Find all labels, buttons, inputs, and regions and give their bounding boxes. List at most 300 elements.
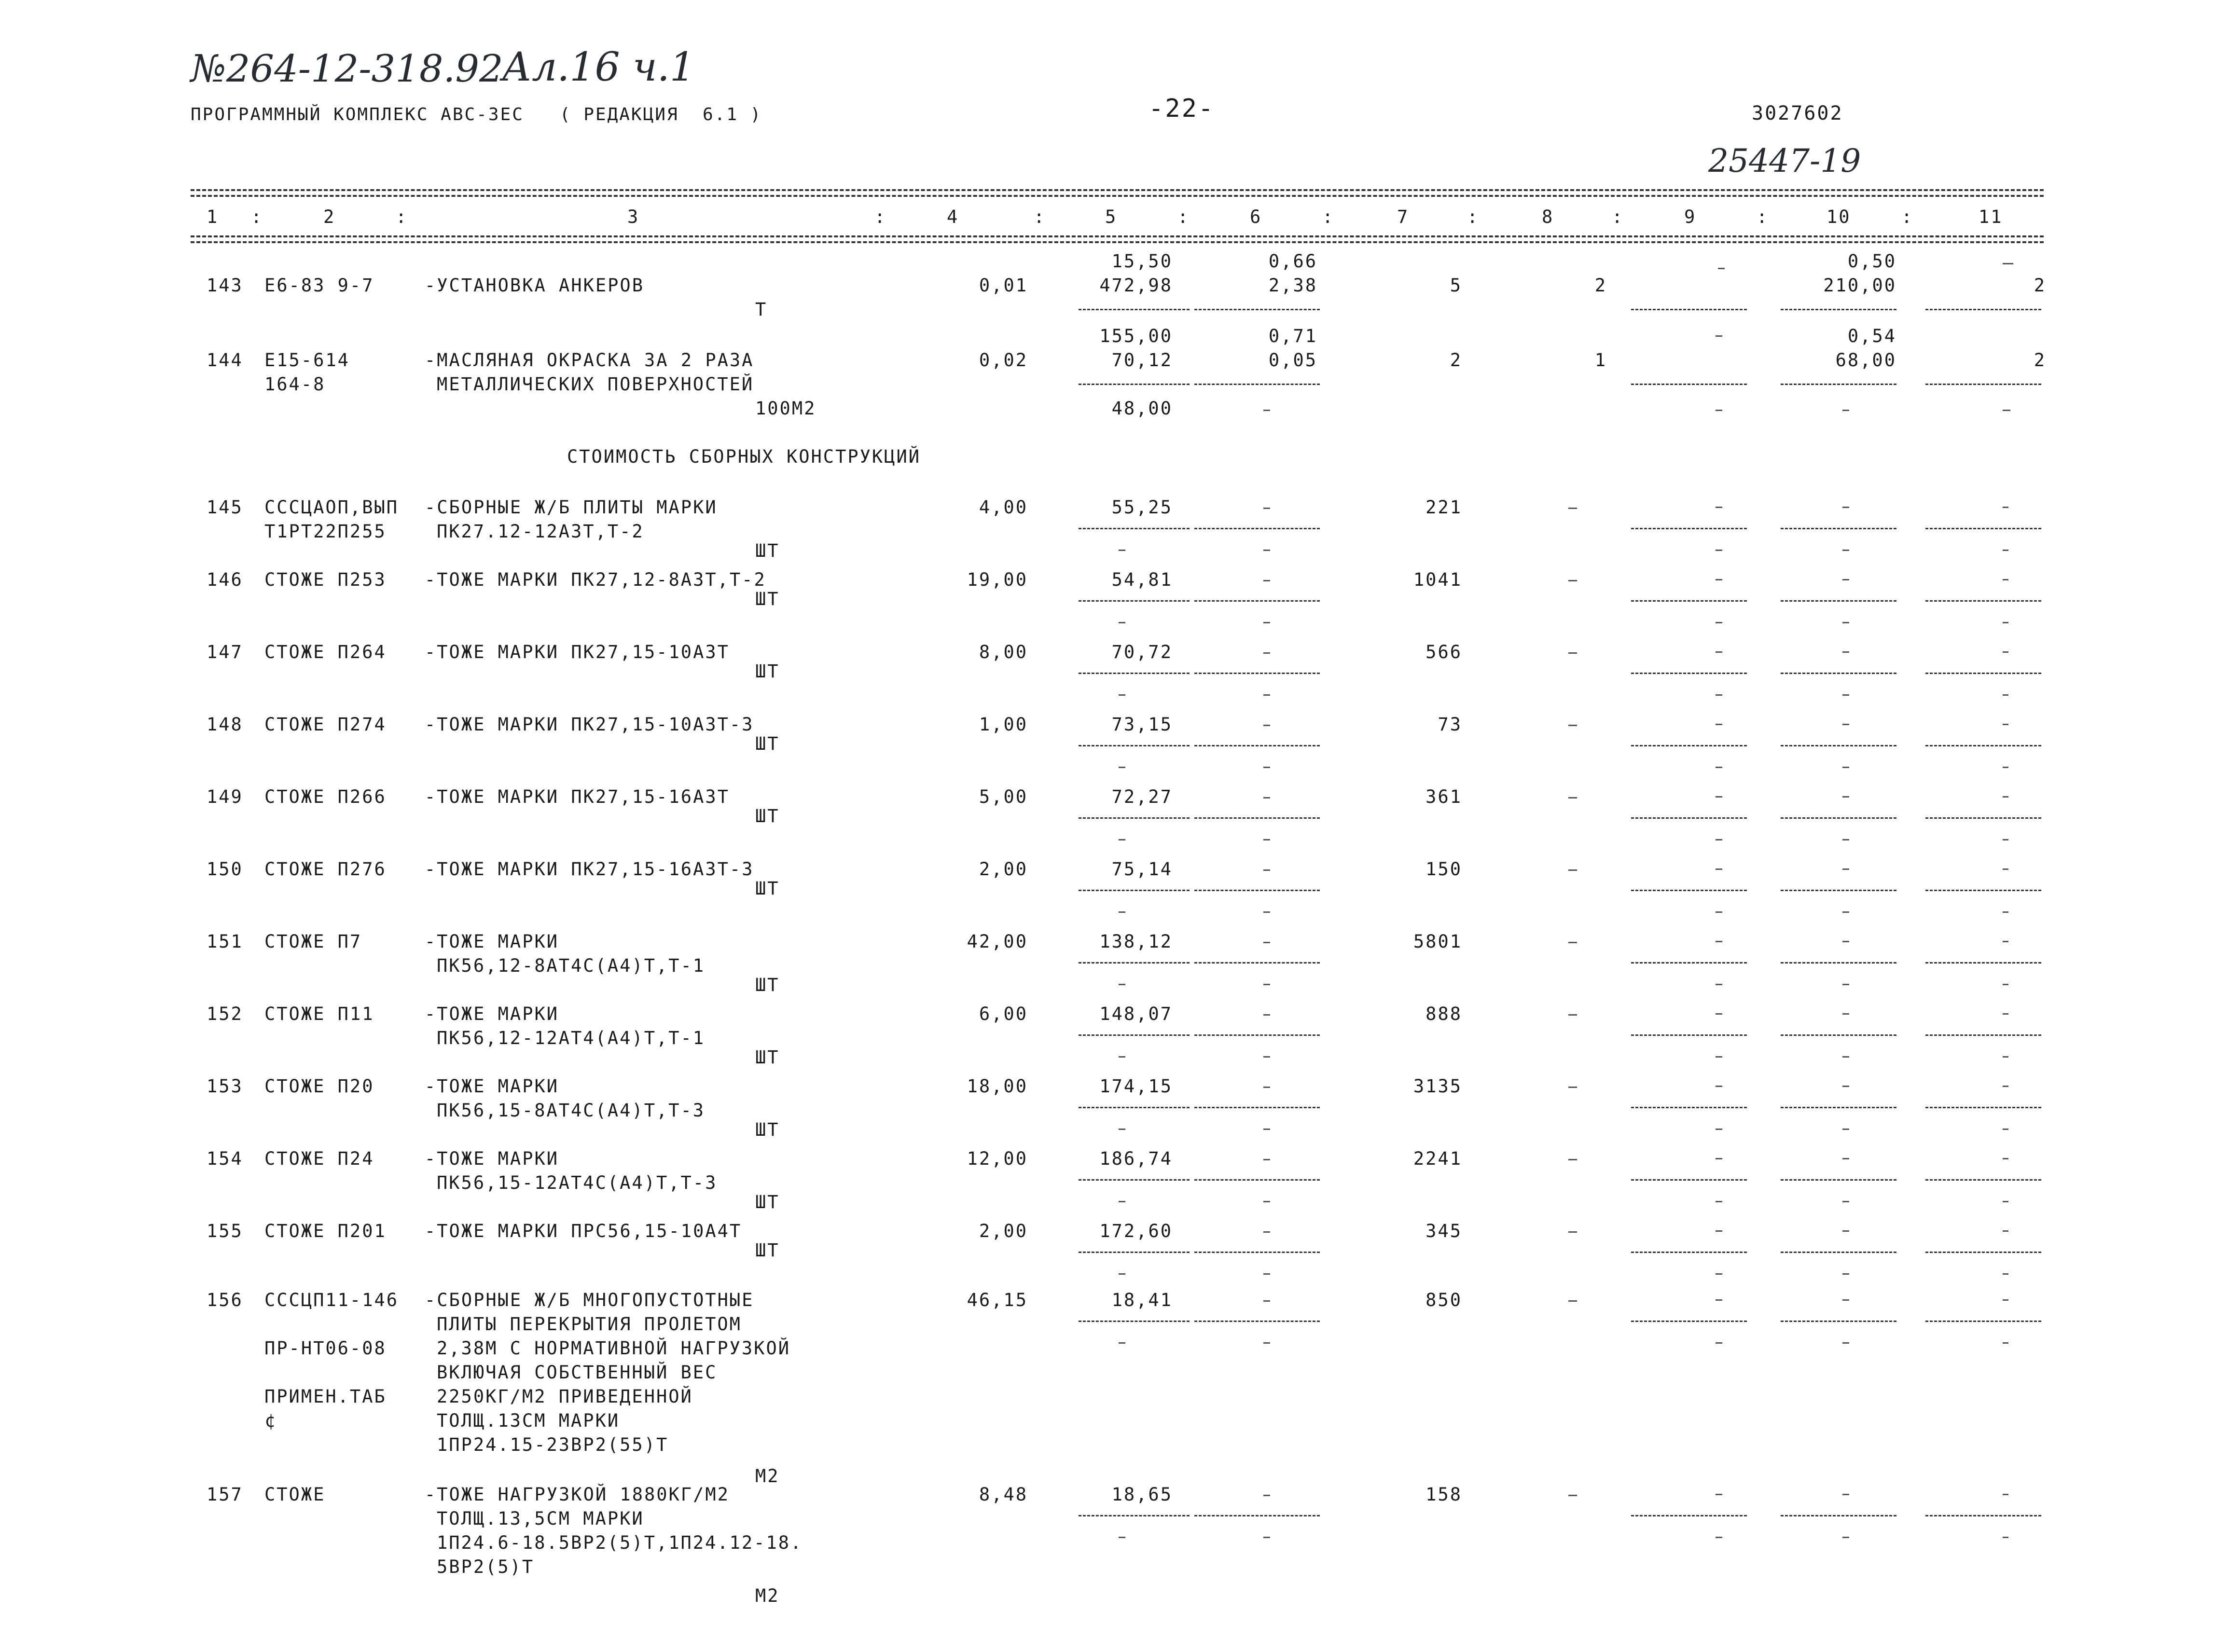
col-sep: :: [1467, 206, 1480, 227]
row-unit: ШТ: [755, 540, 780, 561]
col10-rule: [1781, 384, 1896, 385]
col5-value: 138,12: [1099, 931, 1173, 952]
col5-rule: [1079, 1179, 1190, 1181]
col10-top: 0,54: [1847, 326, 1896, 346]
dash-mark: [1263, 652, 1270, 654]
col-header-6: 6: [1250, 206, 1262, 227]
col7-value: 73: [1438, 714, 1462, 735]
dash-mark: [2003, 579, 2008, 580]
row-code: ¢: [264, 1410, 277, 1431]
dash-mark: [1716, 651, 1722, 653]
col5-rule: [1079, 817, 1190, 819]
col7-value: 345: [1425, 1221, 1462, 1241]
row-code: СТОЖЕ П264: [264, 642, 387, 662]
col9-rule: [1631, 384, 1747, 385]
dash-mark: [1842, 724, 1849, 725]
row-description: ПК56,12-12АТ4(А4)Т,Т-1: [437, 1028, 706, 1048]
col10-rule: [1781, 817, 1896, 819]
dash-mark: [1716, 1158, 1722, 1159]
dash-mark: [1842, 1013, 1849, 1015]
table-top-rule: [191, 189, 2044, 191]
dash-mark: [1119, 839, 1125, 840]
col9-rule: [1631, 1252, 1747, 1253]
dash-mark: [1263, 694, 1270, 696]
col11-rule: [1925, 673, 2041, 674]
dash-mark: [1119, 694, 1125, 696]
col10-rule: [1781, 1034, 1896, 1036]
dash-mark: [2003, 1158, 2008, 1159]
row-description: -ТОЖЕ МАРКИ: [425, 1004, 559, 1024]
dash-mark: [1119, 550, 1125, 551]
row-number: 156: [207, 1290, 243, 1310]
dash-mark: [1716, 1201, 1722, 1202]
row-code: ПРИМЕН.ТАБ: [264, 1386, 387, 1407]
dash-mark: [1842, 1537, 1849, 1538]
col5-value: 174,15: [1099, 1076, 1173, 1097]
dash-mark: [2003, 941, 2008, 942]
dash-mark: [2003, 767, 2008, 768]
dash-mark: [2003, 984, 2008, 985]
row-unit: М2: [755, 1585, 780, 1606]
row-description: 5ВР2(5)Т: [437, 1556, 535, 1577]
col11-rule: [1925, 600, 2041, 602]
dash-mark: [2003, 263, 2013, 264]
dash-mark: [1716, 1494, 1722, 1495]
col9-rule: [1631, 528, 1747, 529]
dash-mark: [2003, 550, 2008, 551]
dash-mark: [1263, 1056, 1270, 1058]
dash-mark: [2003, 1056, 2008, 1058]
col7-value: 158: [1425, 1484, 1462, 1505]
col10-rule: [1781, 673, 1896, 674]
col5-rule: [1079, 673, 1190, 674]
row-description: -МАСЛЯНАЯ ОКРАСКА ЗА 2 РАЗА: [425, 350, 754, 371]
row-description: 1П24.6-18.5ВР2(5)Т,1П24.12-18.: [437, 1532, 803, 1553]
dash-mark: [1716, 1230, 1722, 1232]
dash-mark: [1568, 580, 1577, 581]
row-description: ПК27.12-12А3Т,Т-2: [437, 521, 644, 542]
dash-mark: [1119, 1129, 1125, 1130]
row-code: СТОЖЕ П274: [264, 714, 387, 735]
row-number: 148: [207, 714, 243, 735]
dash-mark: [2003, 796, 2008, 798]
table-header-rule-2: [191, 241, 2044, 243]
dash-mark: [1263, 508, 1270, 509]
dash-mark: [2003, 507, 2008, 508]
col6-rule: [1194, 309, 1320, 310]
dash-mark: [1119, 1342, 1125, 1344]
col5-value: 54,81: [1111, 569, 1173, 590]
dash-mark: [1718, 268, 1725, 269]
col9-rule: [1631, 962, 1747, 964]
col6-top: 0,71: [1268, 326, 1317, 346]
row-code: СТОЖЕ П201: [264, 1221, 387, 1241]
dash-mark: [1716, 507, 1722, 508]
col6-mid: 0,05: [1268, 350, 1317, 371]
col5-rule: [1079, 528, 1190, 529]
row-description: -ТОЖЕ МАРКИ: [425, 1076, 559, 1097]
dash-mark: [1716, 724, 1722, 725]
row-quantity: 8,00: [979, 642, 1028, 662]
row-description: -ТОЖЕ МАРКИ ПК27,15-10А3Т-3: [425, 714, 754, 735]
col6-rule: [1194, 1179, 1320, 1181]
col7-value: 221: [1425, 497, 1462, 518]
dash-mark: [2003, 839, 2008, 840]
dash-mark: [2003, 1494, 2008, 1495]
dash-mark: [1263, 1129, 1270, 1130]
row-code: СТОЖЕ П20: [264, 1076, 374, 1097]
col5-value: 172,60: [1099, 1221, 1173, 1241]
dash-mark: [1263, 942, 1270, 943]
dash-mark: [1842, 550, 1849, 551]
dash-mark: [1119, 1273, 1125, 1275]
dash-mark: [1716, 1086, 1722, 1087]
col10-rule: [1781, 1252, 1896, 1253]
dash-mark: [1263, 1300, 1270, 1302]
row-description: -УСТАНОВКА АНКЕРОВ: [425, 275, 644, 296]
row-number: 144: [207, 350, 243, 371]
col11-value: 2: [2034, 275, 2046, 296]
col7-value: 2241: [1413, 1148, 1462, 1169]
dash-mark: [2003, 1129, 2008, 1130]
row-quantity: 6,00: [979, 1004, 1028, 1024]
col7-value: 150: [1425, 859, 1462, 880]
col10-mid: 68,00: [1835, 350, 1896, 371]
dash-mark: [1568, 1159, 1577, 1160]
col11-rule: [1925, 745, 2041, 746]
dash-mark: [1716, 622, 1722, 623]
dash-mark: [1119, 1201, 1125, 1202]
row-code: СТОЖЕ П266: [264, 786, 387, 807]
col10-rule: [1781, 1321, 1896, 1322]
row-code: СТОЖЕ П7: [264, 931, 362, 952]
dash-mark: [1716, 839, 1722, 840]
dash-mark: [1263, 410, 1270, 411]
col-header-5: 5: [1105, 206, 1118, 227]
handwritten-album: Ал.16 ч.1: [502, 44, 695, 90]
col7-value: 5: [1450, 275, 1462, 296]
row-description: ВКЛЮЧАЯ СОБСТВЕННЫЙ ВЕС: [437, 1362, 718, 1383]
dash-mark: [1568, 1495, 1577, 1496]
row-unit: ШТ: [755, 806, 780, 826]
row-number: 149: [207, 786, 243, 807]
col5-rule: [1079, 890, 1190, 891]
dash-mark: [2003, 694, 2008, 696]
dash-mark: [1119, 622, 1125, 623]
col6-rule: [1194, 1107, 1320, 1108]
col5-rule: [1079, 1515, 1190, 1516]
page-number: -22-: [1149, 94, 1215, 123]
row-number: 147: [207, 642, 243, 662]
dash-mark: [1842, 941, 1849, 942]
col6-rule: [1194, 1252, 1320, 1253]
row-quantity: 5,00: [979, 786, 1028, 807]
col5-value: 75,14: [1111, 859, 1173, 880]
col11-rule: [1925, 309, 2041, 310]
col7-value: 5801: [1413, 931, 1462, 952]
dash-mark: [1568, 1300, 1577, 1302]
dash-mark: [1842, 1299, 1849, 1301]
dash-mark: [1716, 1129, 1722, 1130]
col7-value: 1041: [1413, 569, 1462, 590]
col-sep: :: [1901, 206, 1914, 227]
col5-rule: [1079, 1107, 1190, 1108]
row-quantity: 19,00: [967, 569, 1028, 590]
row-quantity: 2,00: [979, 1221, 1028, 1241]
col7-value: 3135: [1413, 1076, 1462, 1097]
dash-mark: [1568, 942, 1577, 943]
dash-mark: [1842, 839, 1849, 840]
col5-bottom: 48,00: [1111, 398, 1173, 419]
col11-rule: [1925, 1179, 2041, 1181]
dash-mark: [1842, 1273, 1849, 1275]
dash-mark: [1119, 767, 1125, 768]
dash-mark: [1263, 580, 1270, 581]
row-unit: ШТ: [755, 1047, 780, 1068]
dash-mark: [1568, 508, 1577, 509]
dash-mark: [1842, 1086, 1849, 1087]
col10-rule: [1781, 1515, 1896, 1516]
row-code: 164-8: [264, 374, 326, 395]
col-sep: :: [1034, 206, 1046, 227]
row-quantity: 42,00: [967, 931, 1028, 952]
col5-mid: 70,12: [1111, 350, 1173, 371]
row-description: -СБОРНЫЕ Ж/Б ПЛИТЫ МАРКИ: [425, 497, 718, 518]
col7-value: 361: [1425, 786, 1462, 807]
col5-rule: [1079, 600, 1190, 602]
row-description: ТОЛЩ.13СМ МАРКИ: [437, 1410, 620, 1431]
col11-rule: [1925, 890, 2041, 891]
col5-rule: [1079, 1252, 1190, 1253]
row-unit: ШТ: [755, 589, 780, 609]
row-code: СССЦП11-146: [264, 1290, 399, 1310]
col9-rule: [1631, 745, 1747, 746]
row-number: 146: [207, 569, 243, 590]
dash-mark: [1263, 911, 1270, 913]
dash-mark: [1842, 911, 1849, 913]
row-number: 153: [207, 1076, 243, 1097]
row-code: СТОЖЕ П276: [264, 859, 387, 880]
dash-mark: [1842, 796, 1849, 798]
row-quantity: 4,00: [979, 497, 1028, 518]
col-sep: :: [1322, 206, 1335, 227]
dash-mark: [1568, 869, 1577, 871]
col5-value: 72,27: [1111, 786, 1173, 807]
col-sep: :: [1757, 206, 1769, 227]
row-unit: М2: [755, 1466, 780, 1487]
row-description: -ТОЖЕ НАГРУЗКОЙ 1880КГ/М2: [425, 1484, 730, 1505]
dash-mark: [1568, 797, 1577, 798]
col7-value: 888: [1425, 1004, 1462, 1024]
col6-rule: [1194, 1515, 1320, 1516]
dash-mark: [1842, 1129, 1849, 1130]
dash-mark: [1716, 941, 1722, 942]
row-quantity: 1,00: [979, 714, 1028, 735]
row-quantity: 12,00: [967, 1148, 1028, 1169]
dash-mark: [1263, 1014, 1270, 1016]
dash-mark: [2003, 651, 2008, 653]
dash-mark: [1716, 796, 1722, 798]
row-code: Е15-614: [264, 350, 350, 371]
handwritten-number: 25447-19: [1708, 142, 1861, 179]
dash-mark: [1263, 1087, 1270, 1088]
dash-mark: [1716, 1299, 1722, 1301]
row-number: 150: [207, 859, 243, 880]
row-number: 155: [207, 1221, 243, 1241]
col9-rule: [1631, 817, 1747, 819]
col6-mid: 2,38: [1268, 275, 1317, 296]
dash-mark: [1842, 1494, 1849, 1495]
row-unit: ШТ: [755, 975, 780, 995]
row-unit: ШТ: [755, 661, 780, 682]
col9-rule: [1631, 1179, 1747, 1181]
row-description: ПК56,12-8АТ4С(А4)Т,Т-1: [437, 955, 706, 976]
dash-mark: [1716, 984, 1722, 985]
col7-value: 2: [1450, 350, 1462, 371]
dash-mark: [1716, 767, 1722, 768]
col6-rule: [1194, 673, 1320, 674]
col11-value: 2: [2034, 350, 2046, 371]
dash-mark: [2003, 724, 2008, 725]
dash-mark: [1716, 694, 1722, 696]
dash-mark: [2003, 410, 2010, 411]
dash-mark: [1716, 868, 1722, 870]
col5-value: 70,72: [1111, 642, 1173, 662]
row-number: 154: [207, 1148, 243, 1169]
dash-mark: [2003, 868, 2008, 870]
col11-rule: [1925, 1321, 2041, 1322]
col5-rule: [1079, 384, 1190, 385]
col6-rule: [1194, 890, 1320, 891]
dash-mark: [1716, 1013, 1722, 1015]
col-header-11: 11: [1979, 206, 2003, 227]
col11-rule: [1925, 1252, 2041, 1253]
dash-mark: [1263, 725, 1270, 726]
col6-rule: [1194, 1034, 1320, 1036]
dash-mark: [1119, 1537, 1125, 1538]
col-sep: :: [874, 206, 887, 227]
dash-mark: [1842, 868, 1849, 870]
col10-rule: [1781, 1179, 1896, 1181]
row-quantity: 46,15: [967, 1290, 1028, 1310]
table-header-rule: [191, 235, 2044, 237]
col5-rule: [1079, 962, 1190, 964]
col9-rule: [1631, 673, 1747, 674]
col9-rule: [1631, 1034, 1747, 1036]
row-quantity: 8,48: [979, 1484, 1028, 1505]
dash-mark: [1716, 550, 1722, 551]
col5-value: 55,25: [1111, 497, 1173, 518]
row-description: ПЛИТЫ ПЕРЕКРЫТИЯ ПРОЛЕТОМ: [437, 1314, 742, 1335]
col5-value: 186,74: [1099, 1148, 1173, 1169]
row-quantity: 0,02: [979, 350, 1028, 371]
col5-rule: [1079, 1034, 1190, 1036]
col-header-8: 8: [1542, 206, 1554, 227]
col11-rule: [1925, 962, 2041, 964]
dash-mark: [1716, 1342, 1722, 1344]
row-unit: 100М2: [755, 398, 816, 419]
col9-rule: [1631, 600, 1747, 602]
row-code: СТОЖЕ: [264, 1484, 326, 1505]
dash-mark: [1568, 1087, 1577, 1088]
dash-mark: [1842, 767, 1849, 768]
col6-rule: [1194, 600, 1320, 602]
dash-mark: [2003, 1086, 2008, 1087]
dash-mark: [1716, 1273, 1722, 1275]
dash-mark: [1842, 1342, 1849, 1344]
dash-mark: [1842, 1158, 1849, 1159]
dash-mark: [1716, 1537, 1722, 1538]
col6-top: 0,66: [1268, 251, 1317, 272]
col-header-1: 1: [207, 206, 219, 227]
col-header-7: 7: [1397, 206, 1410, 227]
row-number: 145: [207, 497, 243, 518]
col9-rule: [1631, 1321, 1747, 1322]
dash-mark: [1842, 507, 1849, 508]
row-unit: ШТ: [755, 1240, 780, 1261]
dash-mark: [1263, 1159, 1270, 1160]
dash-mark: [1842, 1056, 1849, 1058]
dash-mark: [1568, 1014, 1577, 1016]
dash-mark: [1716, 335, 1722, 337]
col10-rule: [1781, 528, 1896, 529]
row-unit: ШТ: [755, 878, 780, 899]
col11-rule: [1925, 528, 2041, 529]
col5-value: 73,15: [1111, 714, 1173, 735]
row-number: 151: [207, 931, 243, 952]
dash-mark: [1842, 410, 1849, 411]
dash-mark: [1568, 725, 1577, 726]
col6-rule: [1194, 962, 1320, 964]
col-header-4: 4: [947, 206, 959, 227]
row-unit: Т: [755, 299, 768, 320]
col-sep: :: [251, 206, 263, 227]
dash-mark: [2003, 622, 2008, 623]
dash-mark: [1842, 1230, 1849, 1232]
col5-rule: [1079, 745, 1190, 746]
row-description: ТОЛЩ.13,5СМ МАРКИ: [437, 1508, 644, 1529]
dash-mark: [1263, 1231, 1270, 1233]
dash-mark: [1119, 1056, 1125, 1058]
col-header-3: 3: [627, 206, 640, 227]
row-code: ПР-НТ06-08: [264, 1338, 387, 1359]
col-sep: :: [396, 206, 408, 227]
col10-rule: [1781, 600, 1896, 602]
col9-rule: [1631, 1515, 1747, 1516]
row-description: -СБОРНЫЕ Ж/Б МНОГОПУСТОТНЫЕ: [425, 1290, 754, 1310]
dash-mark: [1263, 839, 1270, 840]
row-code: СССЦАОП,ВЫП: [264, 497, 399, 518]
col6-rule: [1194, 745, 1320, 746]
row-description: 2,38М С НОРМАТИВНОЙ НАГРУЗКОЙ: [437, 1338, 791, 1359]
col5-value: 148,07: [1099, 1004, 1173, 1024]
col10-rule: [1781, 890, 1896, 891]
col5-value: 18,65: [1111, 1484, 1173, 1505]
dash-mark: [1263, 1273, 1270, 1275]
col9-rule: [1631, 309, 1747, 310]
section-title: СТОИМОСТЬ СБОРНЫХ КОНСТРУКЦИЙ: [567, 446, 921, 467]
col6-rule: [1194, 1321, 1320, 1322]
row-description: -ТОЖЕ МАРКИ: [425, 1148, 559, 1169]
row-description: -ТОЖЕ МАРКИ ПК27,15-10А3Т: [425, 642, 730, 662]
row-description: ПК56,15-8АТ4С(А4)Т,Т-3: [437, 1100, 706, 1121]
dash-mark: [2003, 1342, 2008, 1344]
col8-value: 1: [1594, 350, 1607, 371]
col10-top: 0,50: [1847, 251, 1896, 272]
dash-mark: [1842, 622, 1849, 623]
dash-mark: [1842, 694, 1849, 696]
col10-rule: [1781, 309, 1896, 310]
